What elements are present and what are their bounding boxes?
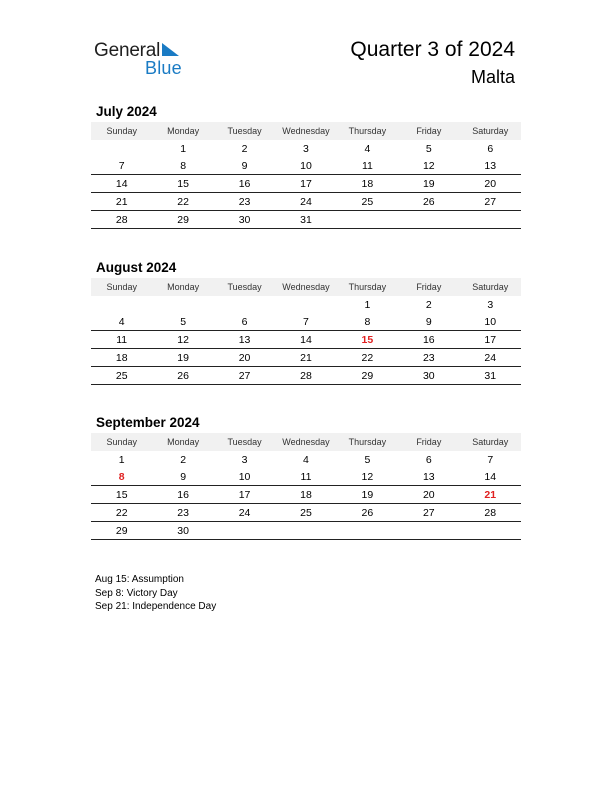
- country-name: Malta: [470, 67, 515, 87]
- weekday-label: Thursday: [348, 282, 387, 292]
- week-row: [91, 157, 521, 175]
- weekday-label: Friday: [416, 282, 442, 292]
- day-cell: 11: [300, 470, 312, 483]
- day-cell: 3: [303, 142, 309, 155]
- day-cell: 30: [177, 524, 189, 537]
- month-august: [91, 259, 521, 385]
- week-row: [91, 504, 521, 522]
- day-cell: 3: [487, 298, 494, 311]
- weekday-label: Thursday: [348, 437, 387, 447]
- day-cell: 18: [361, 177, 374, 190]
- day-cell: 14: [484, 470, 497, 483]
- day-cell: 8: [180, 159, 187, 172]
- day-cell: 2: [180, 453, 187, 466]
- day-cell: 10: [484, 315, 497, 328]
- day-cell: 23: [177, 506, 189, 519]
- logo-triangle-icon: [160, 43, 180, 57]
- weekday-label: Monday: [167, 126, 200, 136]
- day-cell: 25: [115, 369, 128, 382]
- weekday-label: Saturday: [472, 282, 509, 292]
- day-cell: 28: [484, 506, 497, 519]
- calendar-grid: [91, 122, 521, 229]
- day-cell: 14: [115, 177, 128, 190]
- day-cell: 26: [177, 369, 189, 382]
- day-cell: 20: [422, 488, 435, 501]
- weekday-label: Tuesday: [227, 282, 262, 292]
- week-row: [91, 313, 521, 331]
- holiday-note: Sep 21: Independence Day: [95, 601, 217, 612]
- day-cell: 12: [177, 333, 189, 346]
- day-cell: 18: [300, 488, 312, 501]
- week-row: [91, 522, 521, 540]
- day-cell: 31: [484, 369, 497, 382]
- week-row: [91, 468, 521, 486]
- day-cell: 1: [364, 298, 371, 311]
- day-cell: 7: [303, 315, 309, 328]
- day-cell: 22: [177, 195, 189, 208]
- day-cell: 16: [422, 333, 435, 346]
- day-cell: 10: [300, 159, 312, 172]
- weekday-header-row: [91, 433, 521, 451]
- week-row: [91, 175, 521, 193]
- day-cell: 29: [177, 213, 189, 226]
- day-cell: 19: [361, 488, 374, 501]
- week-row: [91, 451, 521, 468]
- month-september: [91, 414, 521, 540]
- day-cell: 25: [300, 506, 312, 519]
- day-cell: 26: [422, 195, 435, 208]
- weekday-label: Wednesday: [282, 437, 330, 447]
- weekday-label: Wednesday: [282, 282, 330, 292]
- day-cell: 19: [422, 177, 435, 190]
- day-cell: 7: [487, 453, 494, 466]
- day-cell: 16: [238, 177, 251, 190]
- day-cell: 29: [361, 369, 374, 382]
- week-row: [91, 211, 521, 229]
- day-cell: 13: [422, 470, 435, 483]
- day-cell: 5: [425, 142, 432, 155]
- day-cell: 25: [361, 195, 374, 208]
- day-cell: 6: [487, 142, 494, 155]
- day-cell: 24: [484, 351, 497, 364]
- day-cell: 30: [422, 369, 435, 382]
- generalblue-logo: [94, 40, 194, 80]
- month-july: [91, 103, 521, 229]
- day-cell: 28: [300, 369, 312, 382]
- day-cell: 16: [177, 488, 189, 501]
- weekday-label: Friday: [416, 126, 442, 136]
- day-cell: 11: [116, 333, 128, 346]
- day-cell: 23: [238, 195, 251, 208]
- week-row: [91, 296, 521, 313]
- day-cell: 19: [177, 351, 189, 364]
- holiday-notes: [95, 573, 216, 614]
- day-cell: 11: [361, 159, 373, 172]
- day-cell: 4: [303, 453, 309, 466]
- day-cell: 5: [180, 315, 187, 328]
- weekday-header-row: [91, 122, 521, 140]
- holiday-day-cell: 15: [361, 333, 374, 346]
- day-cell: 6: [425, 453, 432, 466]
- weekday-label: Thursday: [348, 126, 387, 136]
- day-cell: 1: [180, 142, 187, 155]
- day-cell: 3: [241, 453, 248, 466]
- holiday-note: Aug 15: Assumption: [95, 574, 184, 585]
- weekday-label: Tuesday: [227, 437, 262, 447]
- day-cell: 17: [484, 333, 497, 346]
- week-row: [91, 367, 521, 385]
- weekday-label: Saturday: [472, 126, 509, 136]
- day-cell: 9: [241, 159, 248, 172]
- day-cell: 13: [484, 159, 497, 172]
- logo-blue-text: Blue: [145, 58, 182, 78]
- week-row: [91, 331, 521, 349]
- day-cell: 13: [238, 333, 251, 346]
- day-cell: 29: [115, 524, 128, 537]
- logo-general-text: General: [94, 40, 161, 61]
- day-cell: 31: [300, 213, 312, 226]
- day-cell: 8: [364, 315, 371, 328]
- week-row: [91, 193, 521, 211]
- week-row: [91, 140, 521, 157]
- day-cell: 18: [115, 351, 128, 364]
- day-cell: 22: [361, 351, 374, 364]
- day-cell: 10: [238, 470, 251, 483]
- day-cell: 20: [484, 177, 497, 190]
- day-cell: 12: [361, 470, 374, 483]
- day-cell: 5: [364, 453, 371, 466]
- weekday-label: Sunday: [106, 437, 137, 447]
- month-title: August 2024: [96, 260, 177, 275]
- day-cell: 27: [238, 369, 251, 382]
- weekday-label: Monday: [167, 282, 200, 292]
- day-cell: 15: [115, 488, 128, 501]
- day-cell: 7: [118, 159, 125, 172]
- day-cell: 21: [115, 195, 128, 208]
- day-cell: 20: [238, 351, 251, 364]
- month-title: July 2024: [96, 104, 157, 119]
- day-cell: 9: [180, 470, 187, 483]
- day-cell: 28: [115, 213, 128, 226]
- month-title: September 2024: [96, 415, 200, 430]
- day-cell: 30: [238, 213, 251, 226]
- day-cell: 26: [361, 506, 374, 519]
- weekday-label: Wednesday: [282, 126, 330, 136]
- holiday-day-cell: 21: [484, 488, 497, 501]
- day-cell: 4: [364, 142, 371, 155]
- day-cell: 22: [115, 506, 128, 519]
- day-cell: 2: [241, 142, 248, 155]
- day-cell: 27: [484, 195, 497, 208]
- weekday-label: Sunday: [106, 282, 137, 292]
- week-row: [91, 486, 521, 504]
- weekday-label: Monday: [167, 437, 200, 447]
- day-cell: 1: [118, 453, 125, 466]
- weekday-label: Tuesday: [227, 126, 262, 136]
- day-cell: 23: [422, 351, 435, 364]
- holiday-note: Sep 8: Victory Day: [95, 587, 178, 599]
- day-cell: 17: [300, 177, 312, 190]
- day-cell: 24: [300, 195, 312, 208]
- calendar-grid: [91, 433, 521, 540]
- day-cell: 17: [238, 488, 251, 501]
- day-cell: 24: [238, 506, 251, 519]
- day-cell: 12: [422, 159, 435, 172]
- day-cell: 27: [422, 506, 435, 519]
- weekday-header-row: [91, 278, 521, 296]
- day-cell: 4: [118, 315, 125, 328]
- weekday-label: Sunday: [106, 126, 137, 136]
- day-cell: 14: [300, 333, 312, 346]
- day-cell: 6: [241, 315, 248, 328]
- day-cell: 15: [177, 177, 189, 190]
- day-cell: 21: [300, 351, 312, 364]
- week-row: [91, 349, 521, 367]
- weekday-label: Saturday: [472, 437, 509, 447]
- calendar-grid: [91, 278, 521, 385]
- page-title: Quarter 3 of 2024: [350, 38, 515, 61]
- day-cell: 2: [425, 298, 432, 311]
- weekday-label: Friday: [416, 437, 442, 447]
- day-cell: 9: [425, 315, 432, 328]
- holiday-day-cell: 8: [118, 470, 125, 483]
